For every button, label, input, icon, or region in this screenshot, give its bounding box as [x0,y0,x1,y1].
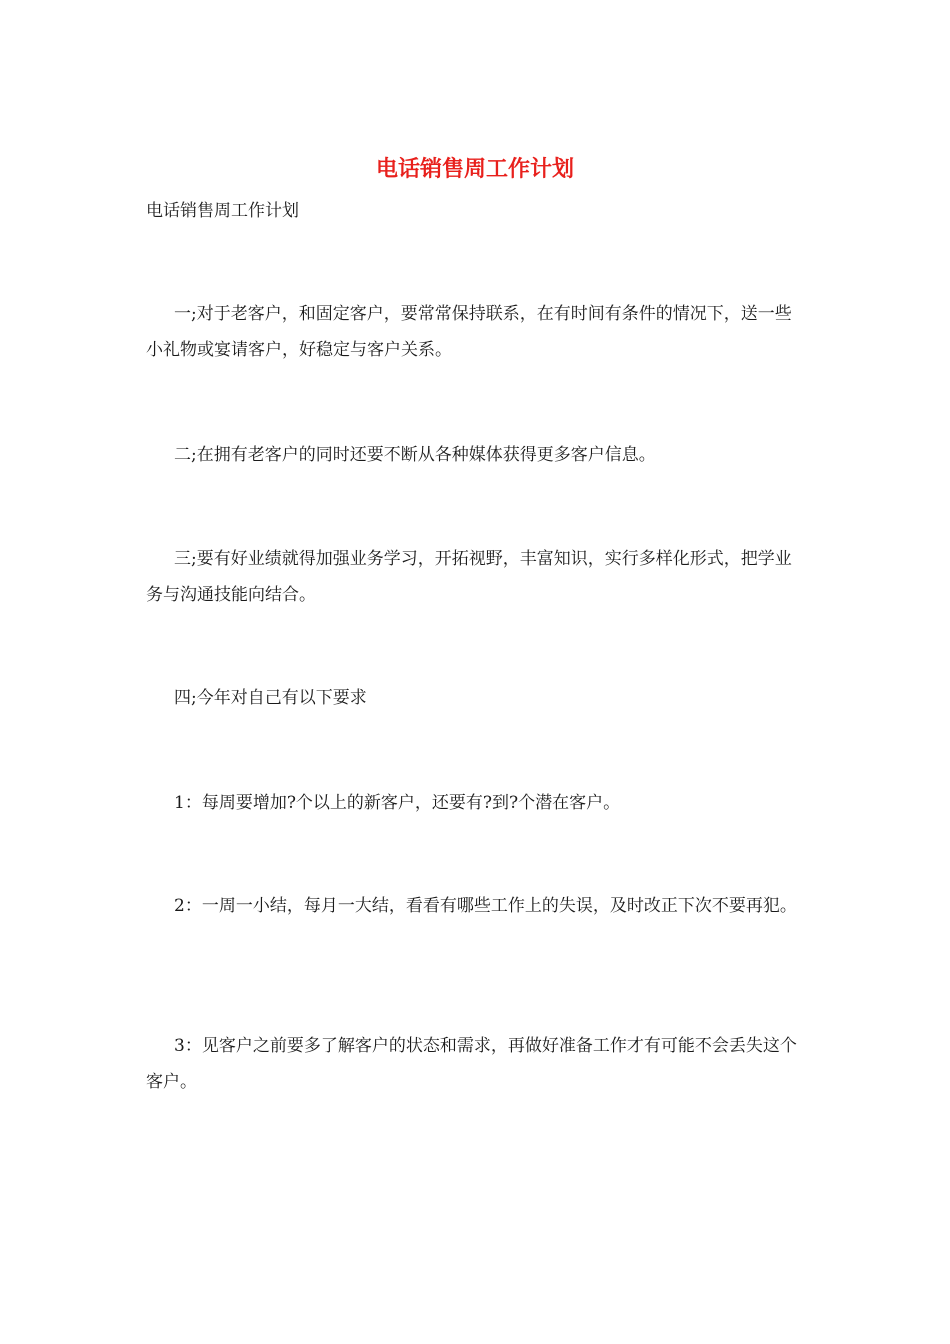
paragraph-7: 3：见客户之前要多了解客户的状态和需求，再做好准备工作才有可能不会丢失这个客户。 [146,1036,797,1092]
paragraph-4: 四;今年对自己有以下要求 [174,688,367,708]
document-subtitle: 电话销售周工作计划 [146,201,299,221]
paragraph-2: 二;在拥有老客户的同时还要不断从各种媒体获得更多客户信息。 [174,445,656,465]
paragraph-3: 三;要有好业绩就得加强业务学习，开拓视野，丰富知识，实行多样化形式，把学业务与沟通技能向结合。 [146,549,792,605]
paragraph-6: 2：一周一小结，每月一大结，看看有哪些工作上的失误，及时改正下次不要再犯。 [174,896,797,916]
paragraph-5: 1：每周要增加?个以上的新客户，还要有?到?个潜在客户。 [174,793,621,813]
document-title: 电话销售周工作计划 [375,156,574,182]
paragraph-1: 一;对于老客户，和固定客户，要常常保持联系，在有时间有条件的情况下，送一些小礼物或宴请客户，好稳定与客户关系。 [146,304,792,360]
